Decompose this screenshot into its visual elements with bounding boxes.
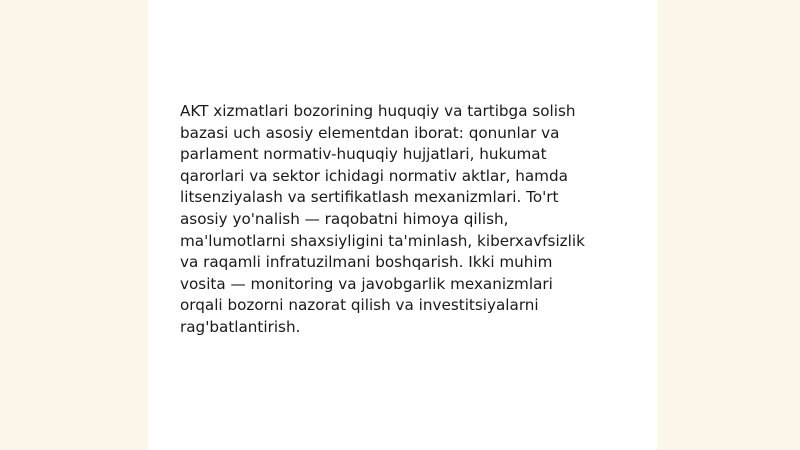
body-paragraph: AKT xizmatlari bozorining huquqiy va tartibga solish bazasi uch asosiy elementdan iborat: qonunlar va parlament normativ-huquqiy hujjatlari, hukumat qarorlari va sektor ichidagi normativ aktlar, hamda litsenziyalash va sertifikatlash mexanizmlari. To'rt asosiy yo'nalish — raqobatni himoya qilish, ma'lumotlarni shaxsiyligini ta'minlash, kiberxavfsizlik va raqamli infratuzilmani boshqarish. Ikki muhim vosita — monitoring va javobgarlik mexanizmlari orqali bozorni nazorat qilish va investitsiyalarni rag'batlantirish. [180, 102, 585, 336]
document-page [148, 0, 657, 450]
